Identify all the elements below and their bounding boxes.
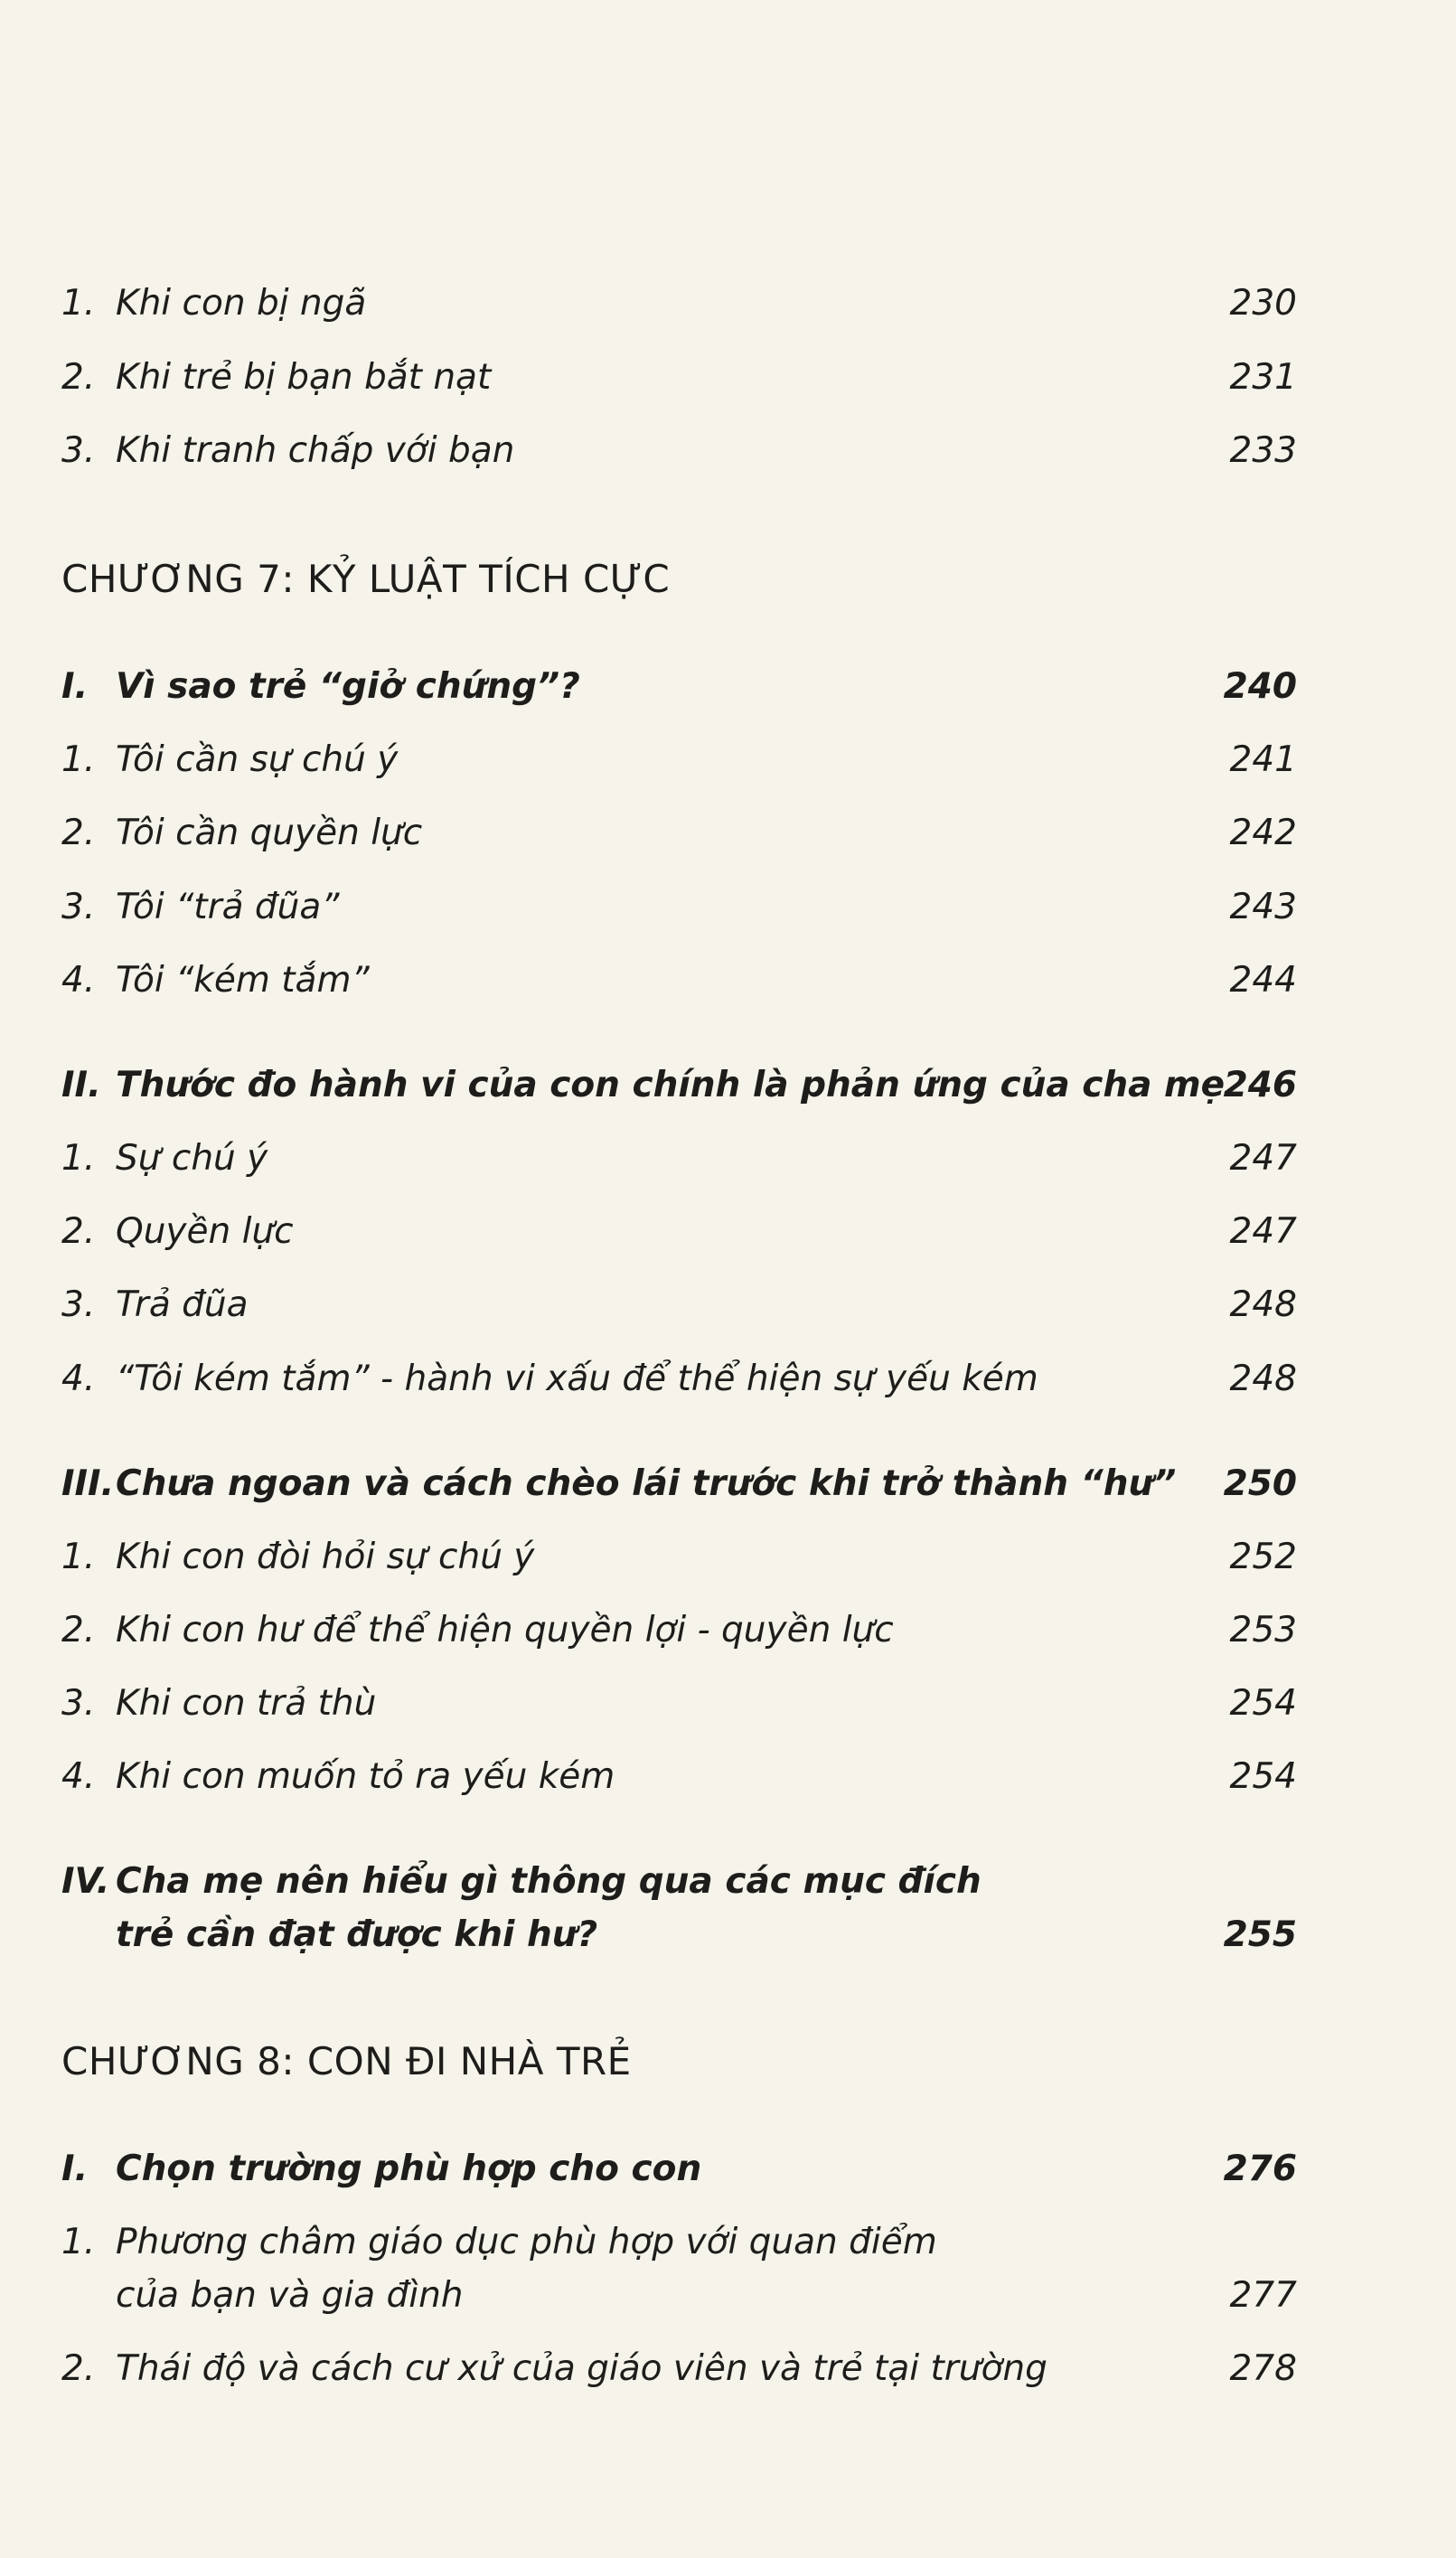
- entry-page-number: 247: [1229, 1138, 1297, 1179]
- entry-page-number: 230: [1229, 283, 1297, 324]
- entry-page-number: 243: [1229, 887, 1297, 927]
- entry-title: Tôi cần quyền lực: [116, 813, 423, 853]
- section-number: I.: [61, 666, 89, 707]
- entry-title: Khi con muốn tỏ ra yếu kém: [116, 1756, 615, 1797]
- chapter-heading: CHƯƠNG 8: CON ĐI NHÀ TRẺ: [61, 2039, 632, 2083]
- entry-page-number: 254: [1229, 1756, 1297, 1797]
- entry-number: 3.: [61, 1284, 96, 1325]
- entry-title: Khi con trả thù: [116, 1683, 377, 1724]
- section-title: Thước đo hành vi của con chính là phản ứng của cha mẹ: [116, 1065, 1226, 1105]
- entry-number: 3.: [61, 887, 96, 927]
- entry-title: “Tôi kém tắm” - hành vi xấu để thể hiện sự yếu kém: [116, 1359, 1038, 1399]
- entry-number: 3.: [61, 1683, 96, 1724]
- entry-page-number: 253: [1229, 1610, 1297, 1650]
- entry-title: Khi con bị ngã: [116, 283, 367, 324]
- entry-page-number: 244: [1229, 960, 1297, 1001]
- entry-title: Thái độ và cách cư xử của giáo viên và trẻ tại trường: [116, 2348, 1047, 2389]
- section-title: Chưa ngoan và cách chèo lái trước khi trở thành “hư”: [116, 1463, 1177, 1504]
- entry-title: Khi trẻ bị bạn bắt nạt: [116, 357, 492, 398]
- entry-title: Khi tranh chấp với bạn: [116, 430, 515, 471]
- entry-number: 4.: [61, 1756, 96, 1797]
- entry-page-number: 278: [1229, 2348, 1297, 2389]
- chapter-heading: CHƯƠNG 7: KỶ LUẬT TÍCH CỰC: [61, 557, 671, 601]
- entry-title: Tôi cần sự chú ý: [116, 739, 399, 780]
- entry-number: 1.: [61, 1138, 96, 1179]
- entry-number: 2.: [61, 2348, 96, 2389]
- entry-page-number: 254: [1229, 1683, 1297, 1724]
- entry-page-number: 241: [1229, 739, 1297, 780]
- entry-page-number: 242: [1229, 813, 1297, 853]
- entry-page-number: 247: [1229, 1211, 1297, 1252]
- entry-number: 2.: [61, 813, 96, 853]
- entry-number: 4.: [61, 1359, 96, 1399]
- section-number: IV.: [61, 1861, 110, 1902]
- entry-title: Khi con hư để thể hiện quyền lợi - quyền lực: [116, 1610, 894, 1650]
- entry-number: 2.: [61, 1211, 96, 1252]
- entry-number: 3.: [61, 430, 96, 471]
- section-title: Vì sao trẻ “giở chứng”?: [116, 666, 580, 707]
- section-title-line-1: Cha mẹ nên hiểu gì thông qua các mục đích: [116, 1861, 982, 1902]
- entry-number: 2.: [61, 357, 96, 398]
- section-page-number: 250: [1223, 1463, 1297, 1504]
- entry-number: 1.: [61, 739, 96, 780]
- entry-title: Sự chú ý: [116, 1138, 268, 1179]
- section-page-number: 276: [1223, 2149, 1297, 2189]
- entry-title: Tôi “kém tắm”: [116, 960, 370, 1001]
- entry-number: 1.: [61, 1537, 96, 1577]
- entry-page-number: 252: [1229, 1537, 1297, 1577]
- section-page-number: 255: [1223, 1914, 1297, 1955]
- section-title-line-2: trẻ cần đạt được khi hư?: [116, 1914, 598, 1955]
- entry-page-number: 233: [1229, 430, 1297, 471]
- section-number: II.: [61, 1065, 101, 1105]
- entry-number: 2.: [61, 1610, 96, 1650]
- entry-title-line-2: của bạn và gia đình: [116, 2275, 464, 2316]
- entry-number: 1.: [61, 283, 96, 324]
- entry-number: 4.: [61, 960, 96, 1001]
- section-page-number: 246: [1223, 1065, 1297, 1105]
- entry-page-number: 231: [1229, 357, 1297, 398]
- entry-number: 1.: [61, 2222, 96, 2262]
- entry-title-line-1: Phương châm giáo dục phù hợp với quan điểm: [116, 2222, 937, 2262]
- section-page-number: 240: [1223, 666, 1297, 707]
- entry-page-number: 248: [1229, 1284, 1297, 1325]
- entry-title: Tôi “trả đũa”: [116, 887, 340, 927]
- section-number: I.: [61, 2149, 89, 2189]
- section-title: Chọn trường phù hợp cho con: [116, 2149, 702, 2189]
- entry-title: Trả đũa: [116, 1284, 249, 1325]
- entry-page-number: 248: [1229, 1359, 1297, 1399]
- entry-title: Khi con đòi hỏi sự chú ý: [116, 1537, 535, 1577]
- entry-page-number: 277: [1229, 2275, 1297, 2316]
- entry-title: Quyền lực: [116, 1211, 294, 1252]
- section-number: III.: [61, 1463, 115, 1504]
